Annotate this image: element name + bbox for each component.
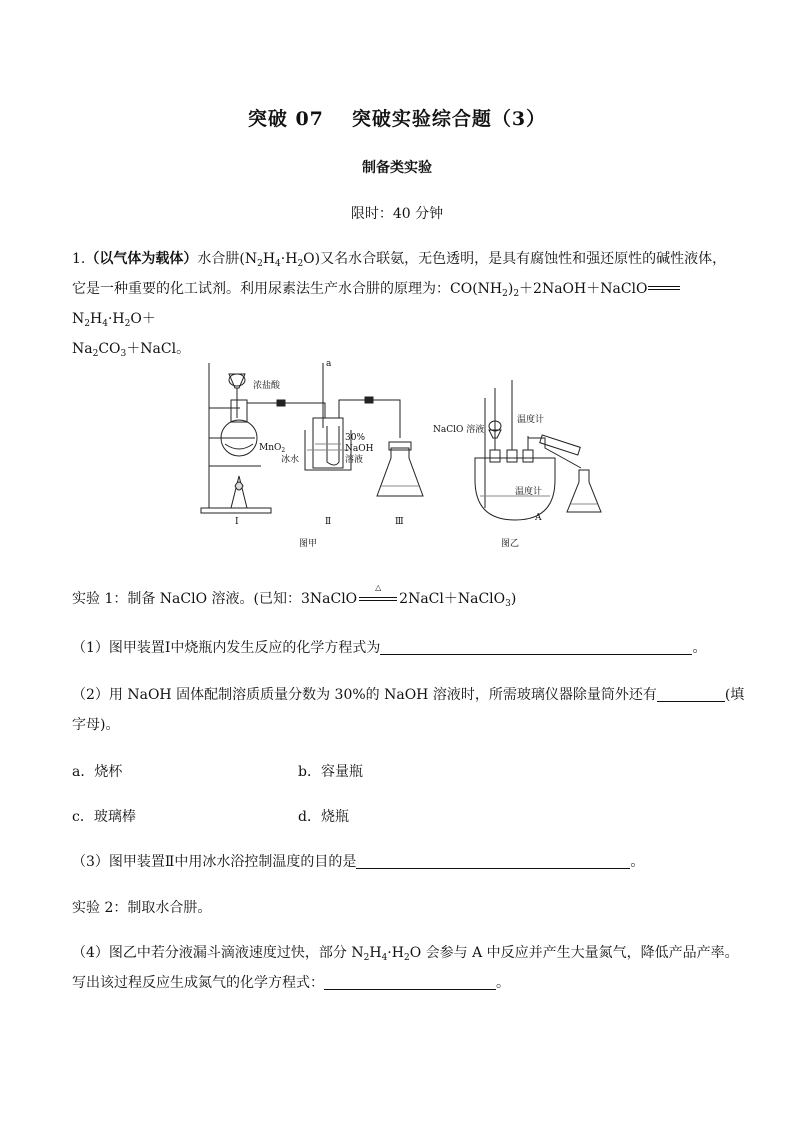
label-thermometer-2: 温度计 <box>515 487 543 497</box>
heating-equals-sign: △ <box>359 591 397 605</box>
answer-blank-1[interactable] <box>380 638 692 655</box>
option-c: c．玻璃棒 <box>72 809 136 825</box>
option-b: b．容量瓶 <box>298 764 363 780</box>
page-title <box>0 104 794 131</box>
sub-question-2-cont: 字母)。 <box>72 717 120 733</box>
title-topic: 突破实验综合题（3） <box>351 108 547 130</box>
label-ice-water: 冰水 <box>281 455 300 465</box>
answer-blank-4[interactable] <box>324 973 496 990</box>
time-limit: 限时：40 分钟 <box>350 206 444 222</box>
sub-question-1: （1）图甲装置Ⅰ中烧瓶内发生反应的化学方程式为 。 <box>72 640 707 656</box>
question-1-intro: 1.（以气体为载体）水合肼$(N_2H_4\cdot H_2O)$又名水合联氨，无色透明，是具有腐蚀性和强还原性的碱性液体，它是一种重要的化工试剂。利用尿素法生产水合肼的原理为：$CO(NH_2)_2+2NaOH+NaClO$ $N_2H_4\cdot H_2O+$ $Na_2CO_3+NaCl$。 <box>72 251 727 359</box>
experiment-1-heading: 实验 1：制备 NaClO 溶液。(已知：3NaClO △ 2NaCl＋NaClO$_3$) <box>72 583 517 609</box>
answer-blank-3[interactable] <box>356 852 630 869</box>
sub-question-2: （2）用 NaOH 固体配制溶质质量分数为 30%的 NaOH 溶液时，所需玻璃仪器除量筒外还有 (填 <box>72 687 745 703</box>
label-I: Ⅰ <box>235 517 239 527</box>
label-solution: 溶液 <box>345 455 364 465</box>
sub-question-4-cont: 写出该过程反应生成氮气的化学方程式： 。 <box>72 975 510 991</box>
answer-blank-2[interactable] <box>657 685 725 702</box>
equals-sign <box>648 282 680 294</box>
label-naoh: NaOH <box>345 444 374 454</box>
sub-question-4: （4）图乙中若分液漏斗滴液速度过快，部分 $N_2H_4\cdot H_2O$ 会参与 A 中反应并产生大量氮气，降低产品产率。 <box>72 945 739 963</box>
caption-figure-yi: 图乙 <box>501 539 520 549</box>
caption-figure-jia: 图甲 <box>299 539 318 549</box>
label-thermometer-1: 温度计 <box>517 415 545 425</box>
option-d: d．烧瓶 <box>298 809 349 825</box>
title-section-number: 突破 07 <box>247 108 324 130</box>
label-30-percent: 30% <box>345 433 366 443</box>
page-subtitle: 制备类实验 <box>362 160 432 176</box>
label-mno2: MnO$_2$ <box>259 443 286 454</box>
label-II: Ⅱ <box>325 517 332 527</box>
label-conc-hcl: 浓盐酸 <box>253 381 281 391</box>
label-naclo-solution: NaClO 溶液 <box>433 425 485 435</box>
question-1-tag: （以气体为载体） <box>85 251 198 267</box>
label-III: Ⅲ <box>395 517 404 527</box>
option-a: a．烧杯 <box>72 764 123 780</box>
apparatus-figure <box>195 358 615 558</box>
experiment-2-heading: 实验 2：制取水合肼。 <box>72 900 212 916</box>
label-a: a <box>326 359 332 369</box>
sub-question-3: （3）图甲装置Ⅱ中用冰水浴控制温度的目的是 。 <box>72 854 645 870</box>
label-A: A <box>535 513 542 523</box>
